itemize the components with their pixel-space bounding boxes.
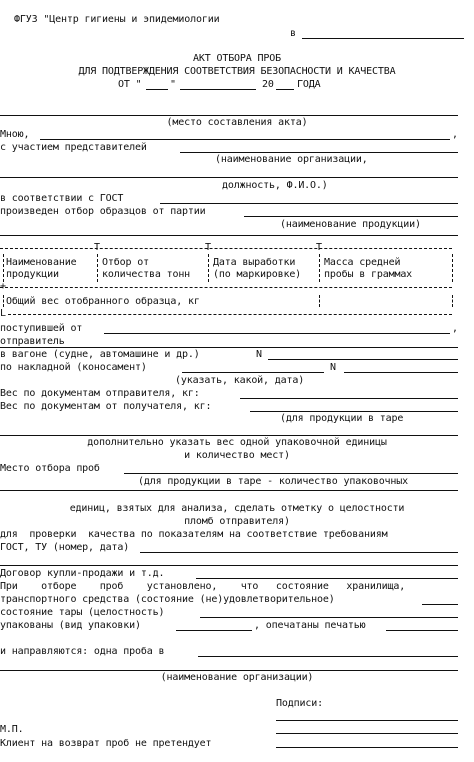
table-junction-3: T (316, 242, 322, 253)
table-col-border (208, 254, 209, 282)
vehicle-state-line[interactable] (422, 604, 458, 605)
table-header-4a: Масса средней (324, 257, 401, 268)
org-hint: (наименование организации, (215, 154, 368, 165)
packed-label: упакованы (вид упаковки) (0, 620, 141, 631)
recipient-prefix: в (290, 28, 296, 39)
org-name-line[interactable] (0, 670, 458, 671)
found-text-2: транспортного средства (состояние (не)удовлетворительное) (0, 594, 335, 605)
date-suffix: ГОДА (297, 79, 321, 90)
document-subtitle: ДЛЯ ПОДТВЕРЖДЕНИЯ СООТВЕТСТВИЯ БЕЗОПАСНОСТИ И КАЧЕСТВА (78, 66, 396, 77)
gost-line[interactable] (160, 203, 458, 204)
invoice-label: по накладной (коносамент) (0, 362, 147, 373)
table-row-border (452, 295, 453, 307)
table-row-border (3, 295, 4, 307)
date-day-line[interactable] (146, 89, 168, 90)
table-junction-1: T (94, 242, 100, 253)
batch-line[interactable] (244, 216, 458, 217)
sealed-label: , опечатаны печатью (254, 620, 366, 631)
table-header-1a: Наименование (6, 257, 77, 268)
table-corner: L (0, 308, 6, 319)
received-from-label: поступившей от (0, 323, 83, 334)
contract-label: Договор купли-продажи и т.д. (0, 568, 165, 579)
org-name-hint: (наименование организации) (160, 672, 314, 683)
by-me-comma: , (452, 129, 458, 140)
extra-hint-1: дополнительно указать вес одной упаковочной единицы (87, 437, 387, 448)
table-header-2b: количества тонн (102, 269, 191, 280)
invoice-line[interactable] (182, 372, 324, 373)
wagon-label: в вагоне (судне, автомашине и др.) (0, 349, 200, 360)
container-state-line[interactable] (200, 617, 458, 618)
table-col-border (3, 254, 4, 282)
total-weight-label: Общий вес отобранного образца, кг (6, 296, 200, 307)
stamp-label: М.П. (0, 724, 24, 735)
sent-line[interactable] (198, 656, 458, 657)
by-me-label: Мною, (0, 129, 30, 140)
client-note: Клиент на возврат проб не претендует (0, 738, 212, 749)
received-from-line[interactable] (104, 333, 450, 334)
packaged-hint-2: (для продукции в таре - количество упаковочных (138, 476, 409, 487)
table-header-3a: Дата выработки (213, 257, 296, 268)
with-reps-label: с участием представителей (0, 142, 147, 153)
date-year-prefix: 20 (262, 79, 274, 90)
units-hint-1: единиц, взятых для анализа, сделать отметку о целостности (69, 503, 405, 514)
contract-line[interactable] (196, 578, 458, 579)
by-me-line[interactable] (40, 139, 450, 140)
signature-line-3[interactable] (276, 747, 458, 748)
table-header-3b: (по маркировке) (213, 269, 302, 280)
specify-hint: (указать, какой, дата) (175, 375, 305, 386)
date-year-line[interactable] (276, 89, 294, 90)
signature-line-2[interactable] (276, 733, 458, 734)
table-cross: + (0, 281, 6, 292)
place-line[interactable] (0, 115, 458, 116)
packed-line[interactable] (176, 630, 252, 631)
sampling-place-label: Место отбора проб (0, 463, 100, 474)
extra-hint-2: и количество мест) (184, 450, 290, 461)
date-prefix: ОТ " (118, 79, 142, 90)
table-junction-2: T (205, 242, 211, 253)
table-col-border (452, 254, 453, 282)
units-hint-2: пломб отправителя) (184, 516, 290, 527)
gost-tu-line-2[interactable] (0, 565, 458, 566)
signature-line-1[interactable] (276, 720, 458, 721)
packaging-line[interactable] (0, 435, 458, 436)
position-line[interactable] (0, 177, 458, 178)
weight-sender-label: Вес по документам отправителя, кг: (0, 388, 200, 399)
gost-tu-line[interactable] (140, 552, 458, 553)
date-month-line[interactable] (180, 89, 256, 90)
sampled-label: произведен отбор образцов от партии (0, 206, 206, 217)
table-header-2a: Отбор от (102, 257, 149, 268)
position-hint: должность, Ф.И.О.) (222, 180, 328, 191)
sampling-place-line[interactable] (124, 473, 458, 474)
recipient-line[interactable] (302, 38, 464, 39)
table-col-border (97, 254, 98, 282)
found-text-3: состояние тары (целостность) (0, 607, 165, 618)
document-title: АКТ ОТБОРА ПРОБ (192, 53, 282, 64)
invoice-no: N (330, 362, 336, 373)
table-header-4b: пробы в граммах (324, 269, 413, 280)
weight-sender-line[interactable] (240, 398, 458, 399)
units-line[interactable] (0, 490, 458, 491)
table-top-border (0, 248, 452, 249)
signatures-title: Подписи: (276, 698, 323, 709)
product-hint: (наименование продукции) (280, 219, 421, 230)
check-text-2: ГОСТ, ТУ (номер, дата) (0, 542, 130, 553)
packaged-hint: (для продукции в таре (280, 413, 404, 424)
table-col-border (319, 254, 320, 282)
table-header-separator (0, 287, 452, 288)
wagon-no: N (256, 349, 262, 360)
wagon-line[interactable] (268, 359, 458, 360)
sealed-line[interactable] (386, 630, 458, 631)
invoice-no-line[interactable] (344, 372, 458, 373)
table-bottom-border (8, 314, 452, 315)
weight-receiver-line[interactable] (250, 411, 458, 412)
table-header-1b: продукции (6, 269, 59, 280)
product-line[interactable] (0, 235, 458, 236)
reps-line[interactable] (180, 152, 458, 153)
table-row-border (319, 295, 320, 307)
sender-line[interactable] (0, 347, 458, 348)
date-quote: " (170, 79, 176, 90)
weight-receiver-label: Вес по документам от получателя, кг: (0, 401, 212, 412)
check-text-1: для проверки качества по показателям на соответствие требованиям (0, 529, 388, 540)
gost-label: в соответствии с ГОСТ (0, 193, 124, 204)
sender-label: отправитель (0, 336, 65, 347)
organization-name: ФГУЗ "Центр гигиены и эпидемиологии (14, 14, 220, 25)
found-text-1: При отборе проб установлено, что состояние хранилища, (0, 581, 406, 592)
place-hint: (место составления акта) (166, 117, 308, 128)
sent-label: и направляются: одна проба в (0, 646, 165, 657)
received-comma: , (452, 323, 458, 334)
